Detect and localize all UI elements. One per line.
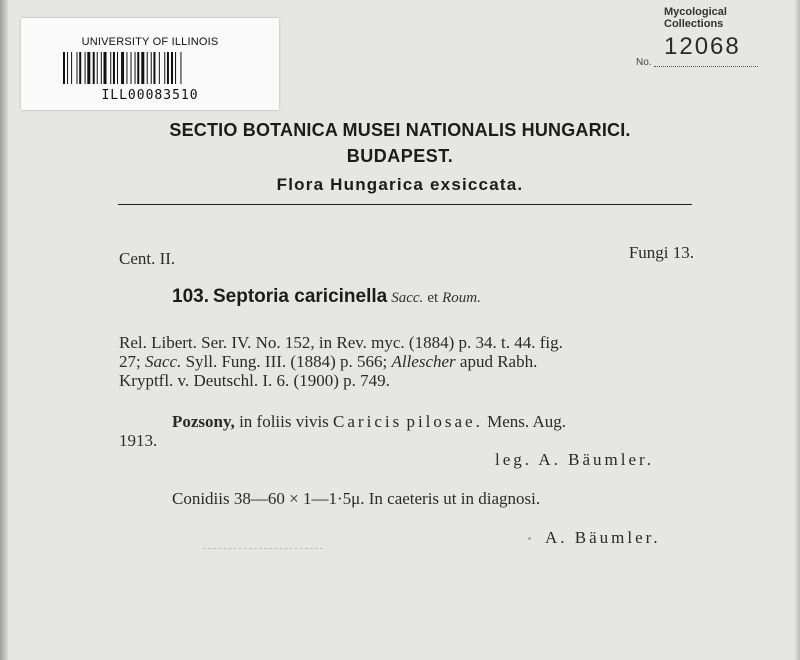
reference-2-pre: 27;: [119, 352, 141, 371]
header-institution: SECTIO BOTANICA MUSEI NATIONALIS HUNGARICI.: [169, 120, 631, 140]
barcode-bar: [153, 52, 155, 84]
reference-2-end: apud Rabh.: [459, 352, 538, 371]
species-author-2: Roum.: [442, 290, 481, 306]
barcode-bar: [63, 52, 65, 84]
barcode-bar: [121, 52, 124, 84]
signature-name: A. Bäumler.: [545, 528, 661, 547]
institution-name: UNIVERSITY OF ILLINOIS: [81, 36, 219, 48]
ink-dot: [528, 537, 531, 540]
barcode-bar: [147, 52, 148, 84]
barcode-bar: [93, 52, 95, 84]
collection-number: 12068: [664, 33, 741, 60]
century-label: Cent. II.: [119, 249, 176, 268]
page-edge-shadow: [0, 0, 8, 660]
species-name: Septoria caricinella: [212, 286, 388, 307]
barcode-bar: [113, 52, 115, 84]
collection-stamp: Mycological Collections: [664, 6, 727, 30]
barcode-bar: [159, 52, 160, 84]
barcode-bar: [167, 52, 169, 84]
reference-line-1: Rel. Libert. Ser. IV. No. 152, in Rev. myc. (1884) p. 34. t. 44. fig.: [119, 333, 563, 352]
species-number: 103.: [172, 286, 209, 307]
barcode-bar: [97, 52, 98, 84]
reference-line-2: [119, 352, 537, 372]
reference-2-post: Syll. Fung. III. (1884) p. 566;: [185, 352, 388, 371]
barcode-bar: [79, 52, 81, 84]
barcode-bar: [77, 52, 78, 84]
barcode-bar: [151, 52, 152, 84]
locality-place: Pozsony,: [172, 412, 235, 431]
locality-in-text: in foliis vivis: [239, 412, 329, 431]
barcode-bar: [110, 52, 111, 84]
barcode-bar: [71, 52, 72, 84]
barcode-bar: [85, 52, 86, 84]
barcode-label: [21, 18, 279, 110]
species-heading: [172, 286, 481, 308]
reference-line-3: Kryptfl. v. Deutschl. I. 6. (1900) p. 749.: [119, 371, 390, 390]
conidia-description: Conidiis 38—60 × 1—1·5μ. In caeteris ut in diagnosi.: [172, 489, 541, 508]
barcode-number: ILL00083510: [101, 88, 199, 103]
locality-line: [172, 412, 566, 432]
collector-name: leg. A. Bäumler.: [495, 450, 654, 469]
barcode-bar: [171, 52, 173, 84]
fungi-label: Fungi 13.: [628, 243, 694, 262]
barcode-bar: [137, 52, 139, 84]
barcode-bar: [126, 52, 127, 84]
signature-line: [545, 528, 661, 548]
barcode-bar: [117, 52, 118, 84]
header-city: BUDAPEST.: [346, 146, 454, 166]
barcode-bar: [164, 52, 165, 84]
barcode-bar: [135, 52, 136, 84]
barcode-bar: [104, 52, 107, 84]
header-divider: [118, 204, 692, 205]
page-edge-right: [794, 0, 800, 660]
locality-host-2: pilosae.: [406, 412, 483, 431]
barcode-bar: [175, 52, 176, 84]
barcode-bar: [180, 52, 181, 84]
collector-line: [495, 450, 654, 470]
collection-dotted-line: [654, 66, 758, 67]
locality-month: Mens. Aug.: [487, 412, 566, 431]
species-author-1: Sacc.: [391, 290, 424, 306]
barcode-bar: [87, 52, 90, 84]
barcode-bar: [67, 52, 68, 84]
faint-mark: [203, 548, 323, 549]
locality-year: 1913.: [119, 431, 158, 450]
reference-2-author: Sacc.: [144, 352, 182, 371]
header-series: Flora Hungarica exsiccata.: [276, 175, 524, 194]
barcode-bar: [101, 52, 102, 84]
collection-no-label: No.: [636, 57, 652, 68]
locality-host-1: Caricis: [333, 412, 403, 431]
barcode-bar: [131, 52, 132, 84]
barcode-image: [63, 52, 237, 84]
reference-2-author-2: Allescher: [391, 352, 456, 371]
barcode-bar: [141, 52, 144, 84]
species-author-sep: et: [427, 290, 439, 306]
